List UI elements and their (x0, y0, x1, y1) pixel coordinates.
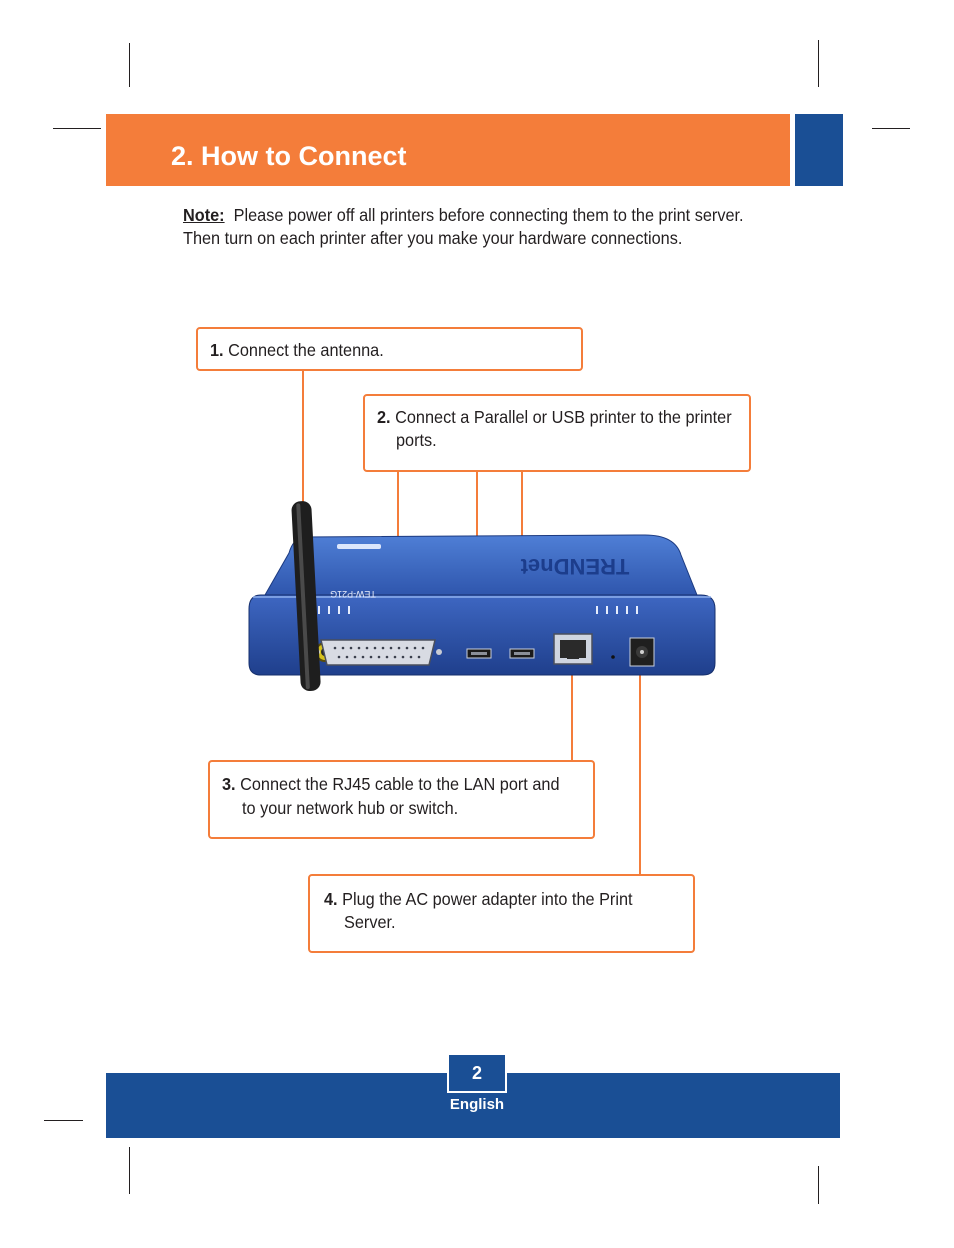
step-4-number: 4. (324, 889, 338, 909)
step-3-text-line-2: to your network hub or switch. (242, 798, 459, 818)
step-2-callout (363, 394, 751, 472)
parallel-port (321, 640, 435, 665)
device-model: TEW-P21G (330, 589, 376, 599)
step-3-callout (208, 760, 595, 839)
step-2-number: 2. (377, 407, 391, 427)
header-accent-block (795, 114, 843, 186)
page-title: 2. How to Connect (171, 141, 407, 171)
note (183, 204, 744, 250)
step-4-callout (308, 874, 695, 953)
step-2-text-line-1: Connect a Parallel or USB printer to the printer (395, 407, 732, 427)
device-brand: TRENDnet (520, 554, 630, 579)
note-label: Note: (183, 205, 225, 225)
note-line-2: Then turn on each printer after you make your hardware connections. (183, 228, 683, 248)
step-1-number: 1. (210, 340, 224, 360)
step-2-text-line-2: ports. (396, 430, 437, 450)
crop-mark (129, 1147, 130, 1194)
crop-mark (44, 1120, 83, 1121)
crop-mark (818, 40, 819, 87)
step-3-text-line-1: Connect the RJ45 cable to the LAN port and (240, 774, 560, 794)
page-number: 2 (447, 1053, 507, 1093)
step-1-text: Connect the antenna. (228, 340, 384, 360)
print-server-illustration (245, 495, 721, 705)
language-label: English (449, 1096, 505, 1113)
leader-line-antenna (302, 370, 304, 510)
status-led (611, 655, 615, 659)
device-label-sticker (337, 544, 381, 549)
step-4-text-line-1: Plug the AC power adapter into the Print (342, 889, 633, 909)
crop-mark (872, 128, 910, 129)
crop-mark (818, 1166, 819, 1204)
step-1-callout (196, 327, 583, 371)
crop-mark (53, 128, 101, 129)
crop-mark (129, 43, 130, 87)
step-3-number: 3. (222, 774, 236, 794)
step-4-text-line-2: Server. (344, 912, 396, 932)
note-line-1: Please power off all printers before connecting them to the print server. (233, 205, 744, 225)
